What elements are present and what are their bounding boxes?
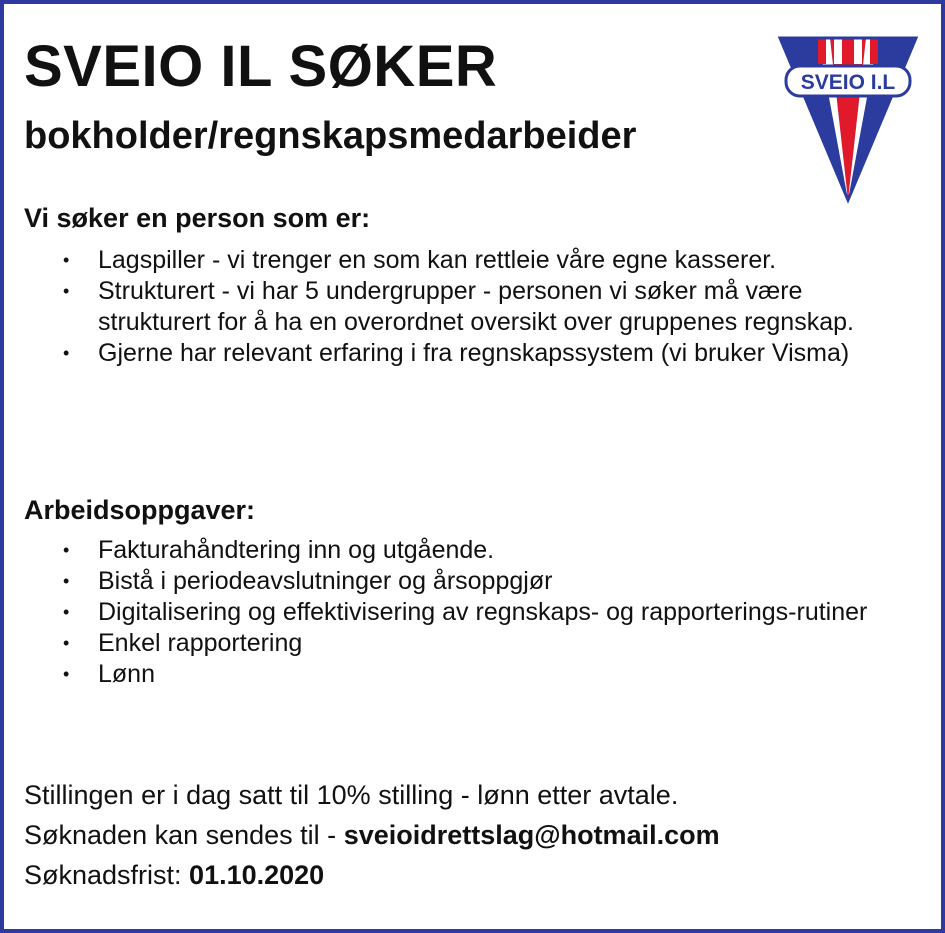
list-item <box>0 597 928 628</box>
list-item <box>0 338 918 369</box>
logo-top-stripe <box>854 38 862 64</box>
list-item-text: Strukturert - vi har 5 undergrupper - personen vi søker må være strukturert for å ha en overordnet oversikt over gruppenes regnskap. <box>98 277 854 336</box>
bullet-icon: • <box>63 602 70 622</box>
sveio-il-logo <box>778 36 918 204</box>
section-heading-tasks: Arbeidsoppgaver: <box>24 495 256 525</box>
bullet-icon: • <box>63 571 70 591</box>
list-item-text: Gjerne har relevant erfaring i fra regnskapssystem (vi bruker Visma) <box>98 339 850 367</box>
list-item <box>0 245 918 276</box>
deadline-prefix: Søknadsfrist: <box>24 860 190 890</box>
bullet-icon: • <box>63 633 70 653</box>
list-item <box>0 659 918 690</box>
tasks-list <box>0 535 928 690</box>
list-item-text: Lagspiller - vi trenger en som kan rettleie våre egne kasserer. <box>98 246 777 274</box>
requirements-list <box>0 245 918 369</box>
page-subtitle: bokholder/regnskapsmedarbeider <box>24 115 637 157</box>
list-item <box>0 535 918 566</box>
logo-top-stripe <box>870 38 878 64</box>
application-deadline <box>24 862 324 889</box>
list-item-text: Lønn <box>98 660 155 688</box>
section-heading-requirements: Vi søker en person som er: <box>24 203 371 233</box>
list-item-text: Fakturahåndtering inn og utgående. <box>98 536 495 564</box>
list-item <box>0 276 918 338</box>
bullet-icon: • <box>63 343 70 363</box>
bullet-icon: • <box>63 250 70 270</box>
list-item-text: Digitalisering og effektivisering av regnskaps- og rapporterings-rutiner <box>98 598 868 626</box>
bullet-icon: • <box>63 281 70 301</box>
list-item-text: Enkel rapportering <box>98 629 303 657</box>
bullet-icon: • <box>63 540 70 560</box>
page-title: SVEIO IL SØKER <box>24 34 498 99</box>
logo-top-stripe <box>818 38 826 64</box>
list-item <box>0 566 918 597</box>
list-item <box>0 628 918 659</box>
application-contact <box>24 822 720 849</box>
contact-email[interactable]: sveioidrettslag@hotmail.com <box>343 820 720 850</box>
contact-prefix: Søknaden kan sendes til - <box>24 820 344 850</box>
logo-text: SVEIO I.L <box>800 71 896 94</box>
logo-top-stripe <box>834 38 842 64</box>
deadline-date: 01.10.2020 <box>189 860 325 890</box>
bullet-icon: • <box>63 664 70 684</box>
position-info: Stillingen er i dag satt til 10% stilling - lønn etter avtale. <box>24 780 679 810</box>
list-item-text: Bistå i periodeavslutninger og årsoppgjør <box>98 567 553 595</box>
